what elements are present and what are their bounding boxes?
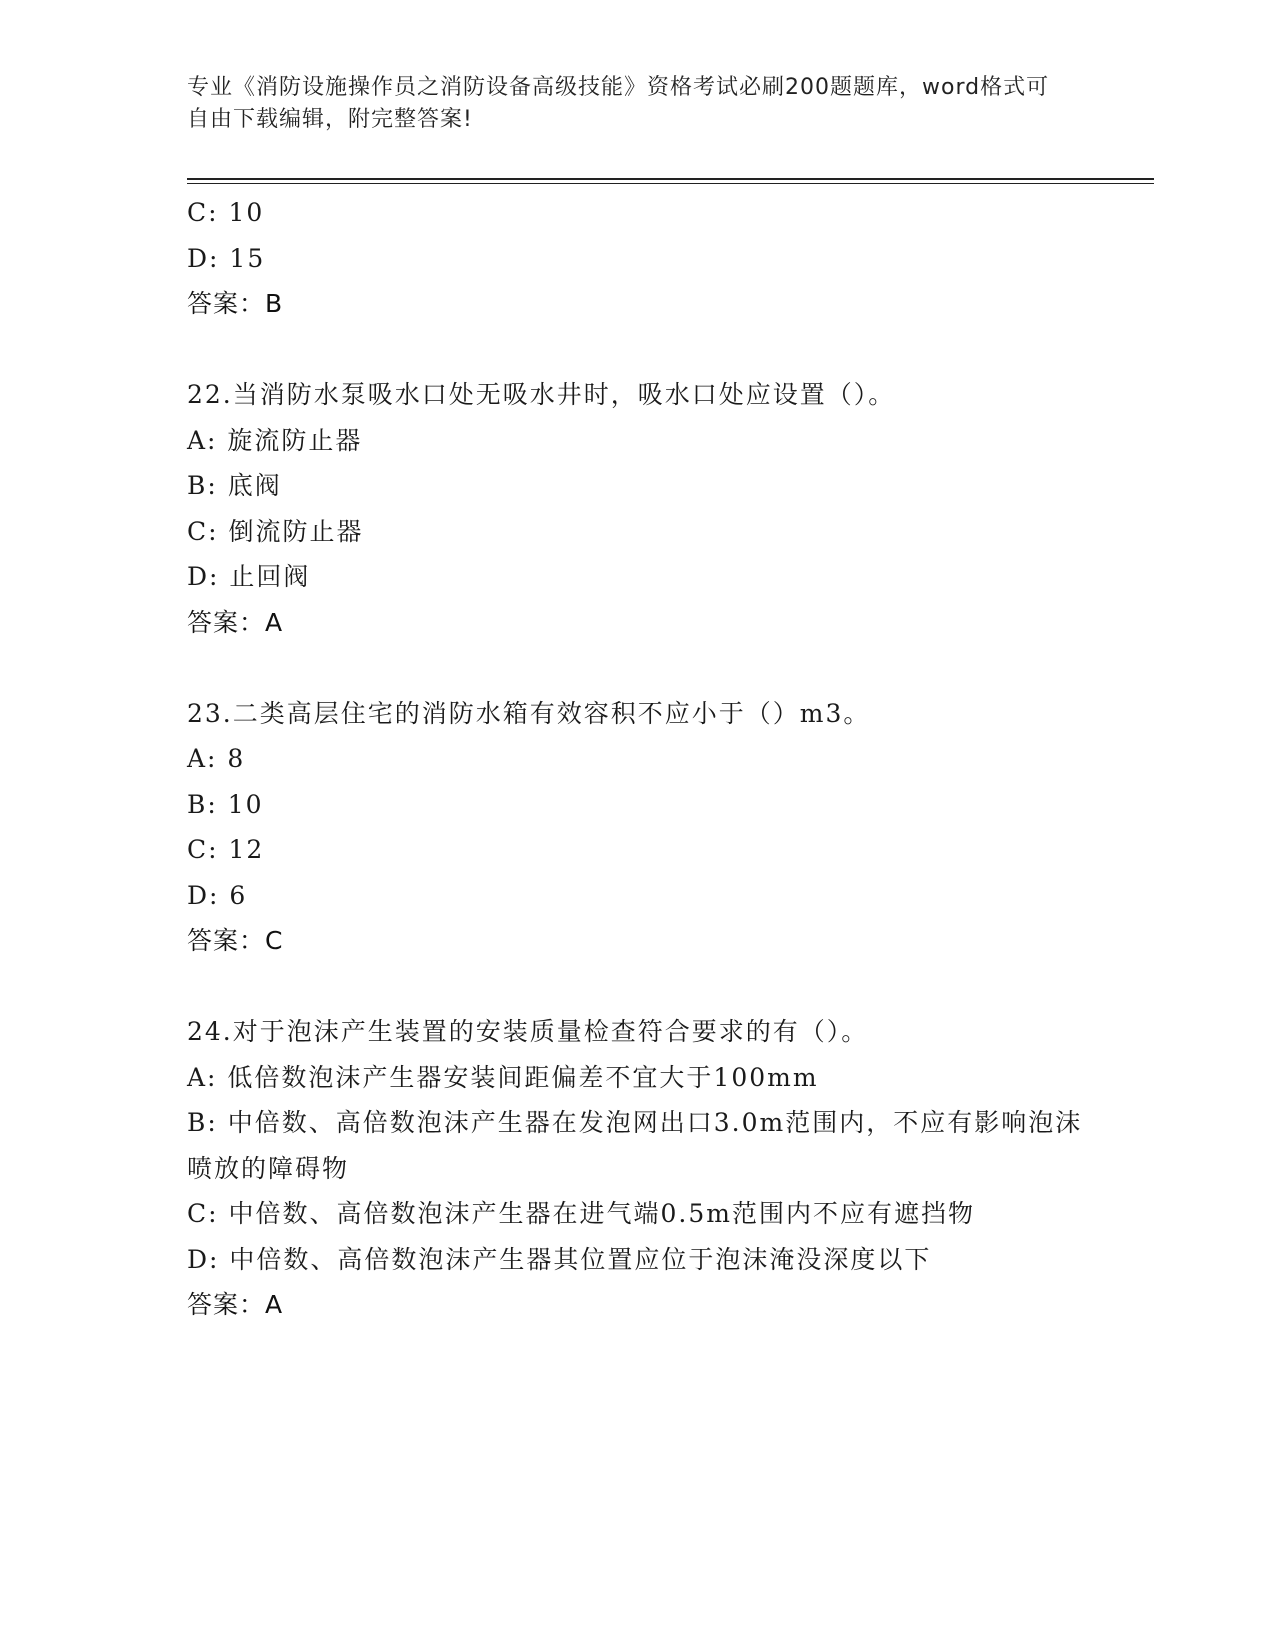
option-c: C: 倒流防止器 — [187, 516, 364, 546]
option-a: A: 低倍数泡沫产生器安装间距偏差不宜大于100mm — [187, 1062, 819, 1092]
option-d: D: 止回阀 — [187, 562, 311, 591]
answer-line: 答案：C — [187, 926, 284, 955]
answer-line: 答案：A — [187, 607, 284, 637]
option-c: C: 中倍数、高倍数泡沫产生器在进气端0.5m范围内不应有遮挡物 — [187, 1199, 975, 1228]
option-c: C: 10 — [187, 198, 265, 227]
option-d: D: 6 — [187, 880, 248, 910]
spacer — [187, 645, 1087, 691]
question-stem: 23.二类高层住宅的消防水箱有效容积不应小于（）m3。 — [187, 698, 871, 728]
answer-line: 答案：A — [187, 1290, 284, 1319]
option-d: D: 15 — [187, 243, 266, 273]
option-c: C: 12 — [187, 835, 265, 864]
spacer — [187, 964, 1087, 1010]
option-a: A: 旋流防止器 — [187, 425, 363, 455]
question-stem: 22.当消防水泵吸水口处无吸水井时，吸水口处应设置（）。 — [187, 380, 896, 409]
option-b: B: 中倍数、高倍数泡沫产生器在发泡网出口3.0m范围内，不应有影响泡沫喷放的障碍物 — [187, 1108, 1083, 1183]
spacer — [187, 327, 1087, 373]
option-b: B: 10 — [187, 789, 264, 819]
option-b: B: 底阀 — [187, 471, 282, 500]
option-d: D: 中倍数、高倍数泡沫产生器其位置应位于泡沫淹没深度以下 — [187, 1244, 932, 1274]
document-body — [187, 190, 1087, 1328]
question-stem: 24.对于泡沫产生装置的安装质量检查符合要求的有（）。 — [187, 1017, 869, 1046]
answer-line: 答案：B — [187, 289, 284, 318]
option-a: A: 8 — [187, 744, 246, 773]
header-divider-thin — [187, 183, 1154, 184]
header-divider-thick — [187, 178, 1154, 180]
page-header-title: 专业《消防设施操作员之消防设备高级技能》资格考试必刷200题题库，word格式可自由下载编辑，附完整答案! — [187, 75, 1050, 132]
